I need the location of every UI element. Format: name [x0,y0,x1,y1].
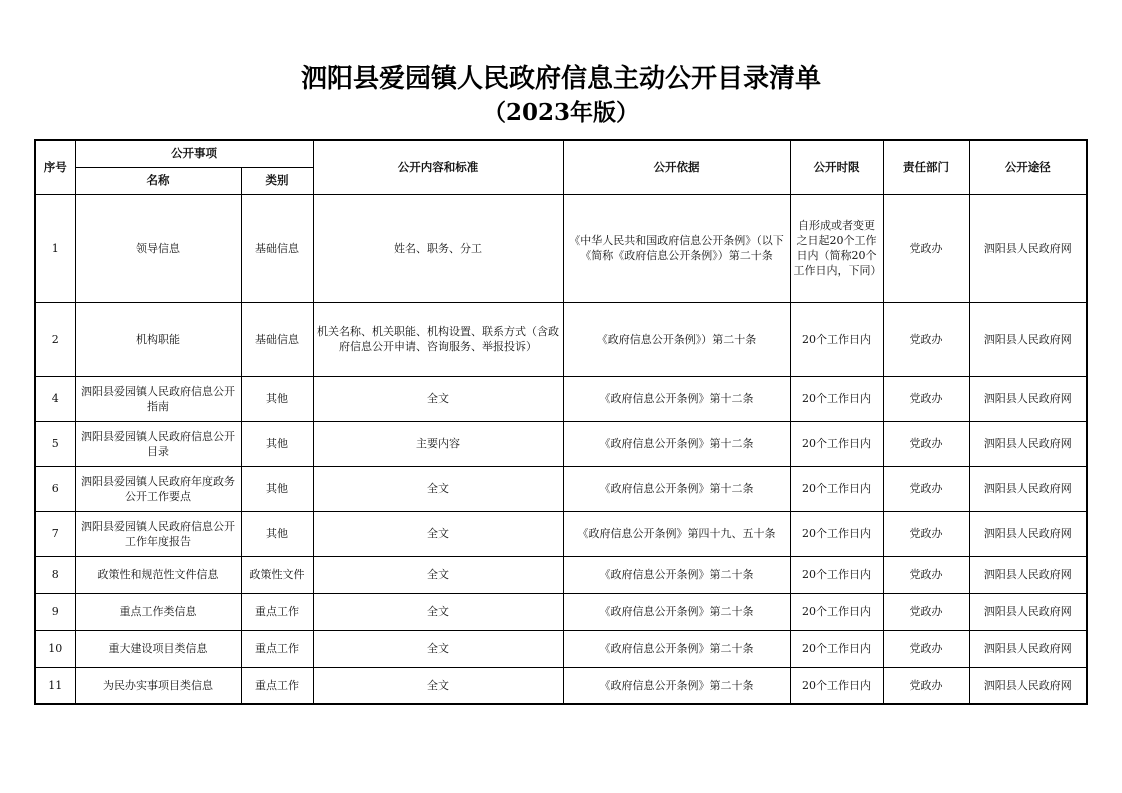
cell-time-limit: 20个工作日内 [790,376,883,421]
cell-content: 主要内容 [313,421,563,466]
table-row [35,421,1087,466]
table-row [35,667,1087,704]
cell-index: 8 [35,556,75,593]
cell-channel: 泗阳县人民政府网 [969,421,1087,466]
cell-channel: 泗阳县人民政府网 [969,667,1087,704]
cell-channel: 泗阳县人民政府网 [969,194,1087,302]
cell-channel: 泗阳县人民政府网 [969,466,1087,511]
cell-time-limit: 20个工作日内 [790,667,883,704]
cell-index: 11 [35,667,75,704]
cell-channel: 泗阳县人民政府网 [969,556,1087,593]
cell-content: 全文 [313,556,563,593]
header-department: 责任部门 [883,140,969,194]
cell-category: 基础信息 [241,194,313,302]
cell-category: 其他 [241,511,313,556]
header-name: 名称 [75,167,241,194]
cell-time-limit: 自形成或者变更之日起20个工作日内（简称20个工作日内，下同） [790,194,883,302]
cell-name: 领导信息 [75,194,241,302]
cell-name: 机构职能 [75,302,241,376]
header-channel: 公开途径 [969,140,1087,194]
cell-content: 全文 [313,466,563,511]
cell-index: 9 [35,593,75,630]
cell-basis: 《中华人民共和国政府信息公开条例》（以下《简称《政府信息公开条例》）第二十条 [563,194,790,302]
cell-name: 重点工作类信息 [75,593,241,630]
cell-category: 其他 [241,421,313,466]
cell-category: 重点工作 [241,630,313,667]
cell-content: 姓名、职务、分工 [313,194,563,302]
cell-department: 党政办 [883,302,969,376]
cell-time-limit: 20个工作日内 [790,630,883,667]
cell-content: 机关名称、机关职能、机构设置、联系方式（含政府信息公开申请、咨询服务、举报投诉） [313,302,563,376]
cell-channel: 泗阳县人民政府网 [969,376,1087,421]
cell-name: 泗阳县爱园镇人民政府年度政务公开工作要点 [75,466,241,511]
cell-basis: 《政府信息公开条例》第四十九、五十条 [563,511,790,556]
table-row [35,302,1087,376]
cell-category: 其他 [241,466,313,511]
table-row [35,556,1087,593]
cell-time-limit: 20个工作日内 [790,302,883,376]
cell-category: 政策性文件 [241,556,313,593]
table-row [35,376,1087,421]
cell-department: 党政办 [883,466,969,511]
cell-department: 党政办 [883,630,969,667]
table-row [35,593,1087,630]
header-index: 序号 [35,140,75,194]
cell-basis: 《政府信息公开条例》第十二条 [563,376,790,421]
cell-name: 为民办实事项目类信息 [75,667,241,704]
cell-index: 6 [35,466,75,511]
cell-time-limit: 20个工作日内 [790,421,883,466]
cell-department: 党政办 [883,556,969,593]
cell-index: 4 [35,376,75,421]
cell-content: 全文 [313,630,563,667]
table-row [35,511,1087,556]
cell-time-limit: 20个工作日内 [790,466,883,511]
header-content: 公开内容和标准 [313,140,563,194]
cell-basis: 《政府信息公开条例》第二十条 [563,556,790,593]
cell-name: 政策性和规范性文件信息 [75,556,241,593]
cell-basis: 《政府信息公开条例》第十二条 [563,466,790,511]
cell-department: 党政办 [883,667,969,704]
cell-content: 全文 [313,376,563,421]
document-title: 泗阳县爱园镇人民政府信息主动公开目录清单 [300,64,821,94]
cell-department: 党政办 [883,593,969,630]
cell-name: 泗阳县爱园镇人民政府信息公开指南 [75,376,241,421]
table-row [35,466,1087,511]
table-row [35,630,1087,667]
cell-channel: 泗阳县人民政府网 [969,630,1087,667]
cell-basis: 《政府信息公开条例》第十二条 [563,421,790,466]
cell-time-limit: 20个工作日内 [790,556,883,593]
cell-index: 7 [35,511,75,556]
cell-department: 党政办 [883,421,969,466]
disclosure-catalog-table [34,139,1088,705]
document-subtitle: （2023年版） [482,99,639,126]
cell-index: 1 [35,194,75,302]
cell-department: 党政办 [883,194,969,302]
cell-department: 党政办 [883,376,969,421]
cell-category: 重点工作 [241,593,313,630]
cell-basis: 《政府信息公开条例》第二十条 [563,667,790,704]
cell-index: 2 [35,302,75,376]
cell-basis: 《政府信息公开条例》第二十条 [563,593,790,630]
cell-time-limit: 20个工作日内 [790,593,883,630]
cell-name: 重大建设项目类信息 [75,630,241,667]
header-time-limit: 公开时限 [790,140,883,194]
cell-category: 基础信息 [241,302,313,376]
header-matter: 公开事项 [75,140,313,167]
cell-category: 其他 [241,376,313,421]
cell-category: 重点工作 [241,667,313,704]
cell-basis: 《政府信息公开条例》第二十条 [563,630,790,667]
cell-channel: 泗阳县人民政府网 [969,302,1087,376]
cell-time-limit: 20个工作日内 [790,511,883,556]
cell-channel: 泗阳县人民政府网 [969,511,1087,556]
table-row [35,194,1087,302]
cell-basis: 《政府信息公开条例》）第二十条 [563,302,790,376]
cell-content: 全文 [313,667,563,704]
cell-content: 全文 [313,593,563,630]
header-category: 类别 [241,167,313,194]
cell-channel: 泗阳县人民政府网 [969,593,1087,630]
cell-content: 全文 [313,511,563,556]
cell-index: 10 [35,630,75,667]
cell-name: 泗阳县爱园镇人民政府信息公开目录 [75,421,241,466]
header-basis: 公开依据 [563,140,790,194]
cell-index: 5 [35,421,75,466]
cell-department: 党政办 [883,511,969,556]
cell-name: 泗阳县爱园镇人民政府信息公开工作年度报告 [75,511,241,556]
table-header-row [35,140,1087,167]
